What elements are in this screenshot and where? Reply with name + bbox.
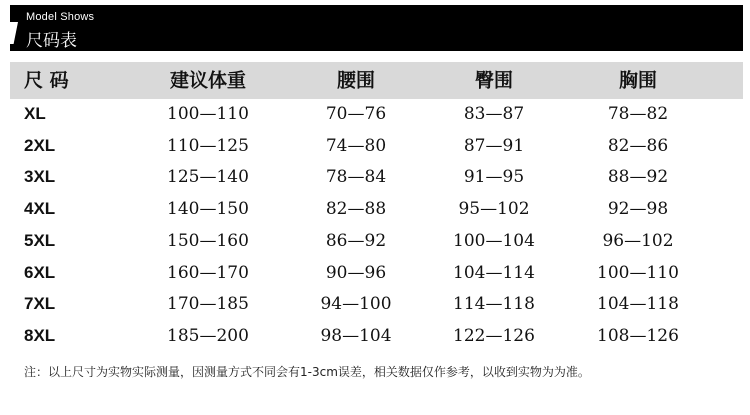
chest-cell: 92—98 [607, 199, 669, 220]
waist-cell: 90—96 [325, 262, 387, 283]
weight-cell: 110—125 [167, 135, 249, 156]
weight-cell: 160—170 [167, 262, 249, 283]
waist-cell: 78—84 [325, 167, 387, 188]
size-cell: 6XL [24, 262, 56, 282]
hip-cell: 95—102 [458, 199, 530, 220]
chest-cell: 78—82 [607, 104, 669, 124]
waist-cell: 98—104 [320, 325, 392, 346]
hip-cell: 87—91 [463, 135, 525, 156]
size-cell: 8XL [24, 325, 56, 345]
header-hip: 臀围 [474, 69, 514, 92]
header-waist: 腰围 [336, 69, 376, 92]
header-chest: 胸围 [618, 69, 658, 92]
measurement-note: 注：以上尺寸为实物实际测量，因测量方式不同会有1-3cm误差，相关数据仅作参考，以收到实物为为准。 [24, 365, 590, 379]
weight-cell: 100—110 [167, 104, 249, 124]
size-cell: 7XL [24, 294, 56, 314]
chest-cell: 88—92 [607, 167, 669, 188]
waist-cell: 74—80 [325, 135, 387, 156]
header-size: 尺 码 [24, 69, 69, 92]
size-cell: 4XL [24, 199, 56, 219]
weight-cell: 125—140 [167, 167, 249, 188]
waist-cell: 94—100 [320, 294, 392, 315]
size-cell: XL [24, 104, 46, 123]
title-banner [10, 5, 743, 51]
hip-cell: 104—114 [453, 262, 535, 283]
size-cell: 5XL [24, 230, 56, 250]
waist-cell: 82—88 [325, 199, 387, 220]
weight-cell: 150—160 [167, 230, 249, 251]
header-weight: 建议体重 [169, 69, 247, 92]
chest-cell: 100—110 [597, 262, 679, 283]
banner-subtitle: Model Shows [26, 11, 95, 23]
hip-cell: 114—118 [453, 294, 535, 315]
hip-cell: 83—87 [463, 104, 525, 124]
chest-cell: 96—102 [602, 230, 674, 251]
chest-cell: 104—118 [597, 294, 679, 315]
waist-cell: 70—76 [325, 104, 387, 124]
weight-cell: 185—200 [167, 325, 249, 346]
hip-cell: 100—104 [453, 230, 535, 251]
chest-cell: 108—126 [597, 325, 679, 346]
banner-title: 尺码表 [26, 31, 77, 51]
size-cell: 3XL [24, 167, 56, 187]
weight-cell: 140—150 [167, 199, 249, 220]
waist-cell: 86—92 [325, 230, 387, 251]
hip-cell: 91—95 [463, 167, 525, 188]
weight-cell: 170—185 [167, 294, 249, 315]
chest-cell: 82—86 [607, 135, 669, 156]
size-cell: 2XL [24, 135, 56, 155]
hip-cell: 122—126 [453, 325, 535, 346]
